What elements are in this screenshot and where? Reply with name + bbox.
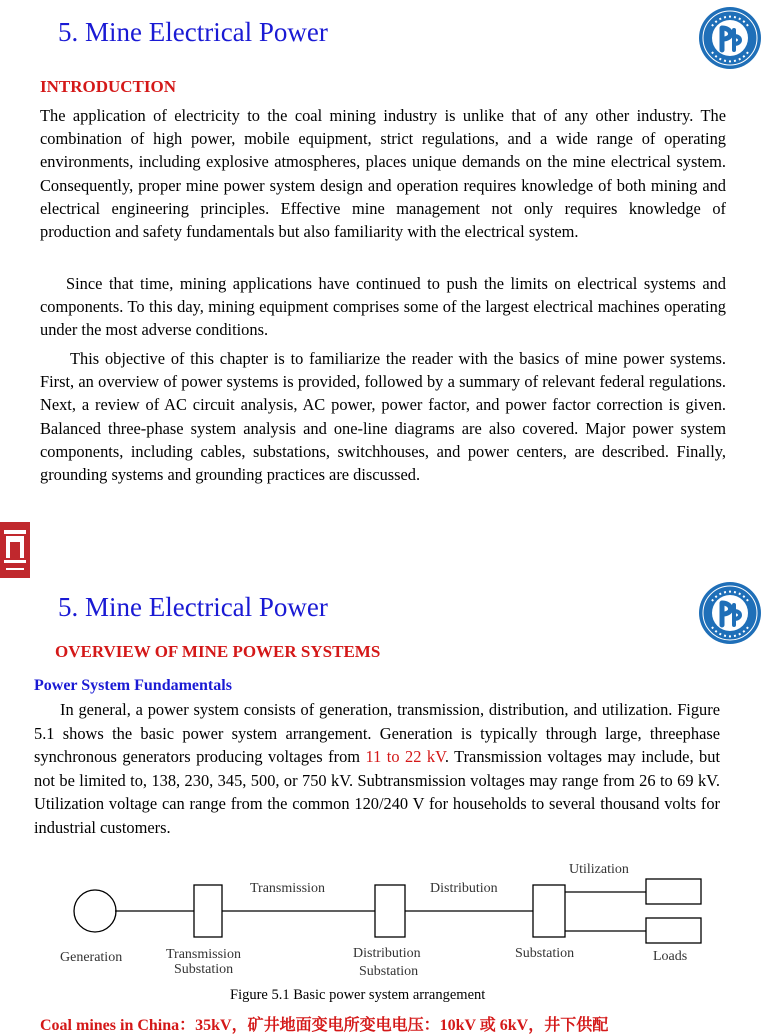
label-transmission-substation-line1: Transmission xyxy=(166,947,241,962)
distribution-substation-box xyxy=(375,885,405,937)
voltage-highlight: 11 to 22 kV xyxy=(365,747,445,766)
load-box-bottom xyxy=(646,918,701,943)
university-seal-icon xyxy=(698,581,762,645)
label-utilization: Utilization xyxy=(569,862,629,877)
coal-mines-china-line: Coal mines in China：35kV，矿井地面变电所变电电压：10kV 或 6kV，井下供配 xyxy=(40,1017,609,1034)
label-loads: Loads xyxy=(653,949,688,964)
university-seal-icon xyxy=(698,6,762,70)
intro-paragraph-2: Since that time, mining applications have continued to push the limits on electrical systems and components. To this day, mining equipment comprises some of the largest electrical machines operating under the most adverse conditions. xyxy=(40,274,726,340)
university-gate-icon xyxy=(0,522,30,578)
intro-paragraph-1: The application of electricity to the coal mining industry is unlike that of any other industry. The combination of high power, mobile equipment, strict regulations, and a wide range of operating environments, including explosive atmospheres, places unique demands on the mine electrical system. Consequently, proper mine power system design and operation requires knowledge of both mining and electrical engineering principles. Effective mine management not only requires knowledge of production and safety fundamentals but also familiarity with the electrical system. xyxy=(40,106,726,242)
section-heading-overview: OVERVIEW OF MINE POWER SYSTEMS xyxy=(55,642,381,661)
intro-paragraph-3: This objective of this chapter is to familiarize the reader with the basics of mine power systems. First, an overview of power systems is provided, followed by a summary of relevant federal regulations. Next, a review of AC circuit analysis, AC power, power factor, and power factor correction is given. Balanced three-phase system analysis and one-line diagrams are also covered. Major power system components, including cables, substations, switchhouses, and power centers, are described. Finally, grounding systems and grounding practices are discussed. xyxy=(40,349,726,485)
transmission-substation-box xyxy=(194,885,222,937)
fundamentals-paragraph xyxy=(34,698,720,839)
paragraph-text-before: In general, a power system consists of generation, transmission, distribution, and utilization. Figure 5.1 shows the basic power system arrangement. Generation is typically through large, threephase synchronous generators producing voltages from xyxy=(34,700,720,766)
label-generation: Generation xyxy=(60,950,123,965)
subheading-power-system-fundamentals: Power System Fundamentals xyxy=(34,677,232,694)
generator-symbol xyxy=(74,890,116,932)
label-transmission: Transmission xyxy=(250,881,325,896)
paragraph-text-after: . Transmission voltages may include, but not be limited to, 138, 230, 345, 500, or 750 kV. Subtransmission voltages may range from 26 to 69 kV. Utilization voltage can range from the common 120/240 V for households to several thousand volts for industrial customers. xyxy=(34,747,720,837)
label-distribution-substation-line1: Distribution xyxy=(353,946,421,961)
label-distribution-substation-line2: Substation xyxy=(359,964,419,979)
label-transmission-substation-line2: Substation xyxy=(174,962,234,977)
power-system-diagram xyxy=(0,856,768,1024)
substation-box xyxy=(533,885,565,937)
slide-title: 5. Mine Electrical Power xyxy=(58,17,328,47)
label-distribution: Distribution xyxy=(430,881,498,896)
section-heading-introduction: INTRODUCTION xyxy=(40,77,177,96)
slide-title: 5. Mine Electrical Power xyxy=(58,592,328,622)
label-substation: Substation xyxy=(515,946,575,961)
load-box-top xyxy=(646,879,701,904)
figure-caption: Figure 5.1 Basic power system arrangement xyxy=(230,987,486,1003)
